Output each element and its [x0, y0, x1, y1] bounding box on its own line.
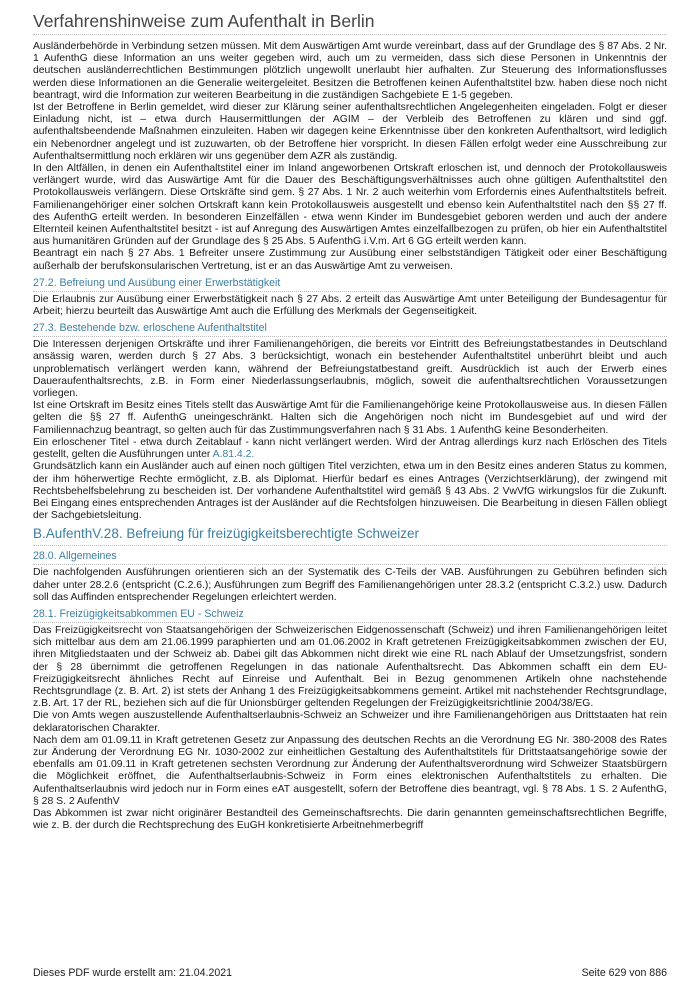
paragraph: Ausländerbehörde in Verbindung setzen müssen. Mit dem Auswärtigen Amt wurde vereinbart, dass auf der Grundlage des § 87 Abs. 2 Nr. 1 AufenthG diese Information an uns weiter gegeben wird, auch um zu vermeiden, dass sich diese Personen in Unkenntnis der deutschen ausländerrechtlichen Bestimmungen plötzlich ungewollt unerlaubt hier aufhalten. Zur Steuerung des Informationsflusses werden diese Informationen an die Generalie weitergeleitet. Besitzen die Betroffenen keinen Aufenthaltstitel bzw. haben diese noch nicht beantragt, wird die Information zur weiteren Bearbeitung in die zuständigen Sachgebiete E 1-5 gegeben. [33, 41, 667, 101]
paragraph: Ist der Betroffene in Berlin gemeldet, wird dieser zur Klärung seiner aufenthaltsrechtlichen Angelegenheiten eingeladen. Folgt er dieser Einladung nicht, ist – etwa durch Hausermittlungen der AGIM – der Verbleib des Betroffenen zu klären und sind ggf. aufenthaltsbeendende Maßnahmen einzuleiten. Haben wir dagegen keine Erkenntnisse über den konkreten Aufenthaltsort, wird lediglich ein Nebenordner angelegt und ist zuzuwarten, ob der Betroffene hier vorspricht. In diesen Fällen erfolgt weder eine Ausschreibung zur Aufenthaltsermittlung noch erklären wir uns gegenüber dem AZR als zuständig. [33, 102, 667, 162]
document-page [33, 10, 667, 832]
paragraph: Nach dem am 01.09.11 in Kraft getretenen Gesetz zur Anpassung des deutschen Rechts an die Verordnung EG Nr. 380-2008 des Rates zur Änderung der Verordnung EG Nr. 1030-2002 zur einheitlichen Gestaltung des Aufenthaltstitels für Drittstaatsangehörige sowie der ebenfalls am 01.09.11 in Kraft getretenen sechsten Verordnung zur Änderung der Aufenthaltsverordnung wird Schweizer Staatsbürgern die Möglichkeit eröffnet, die Aufenthaltserlaubnis-Schweiz in Form eines elektronischen Aufenthaltstitels zu erhalten. Die Aufenthaltserlaubnis wird jedoch nur in Form eines eAT ausgestellt, sofern der Betroffene dies beantragt, vgl. § 78 Abs. 1 S. 2 AufenthG, § 28 S. 2 AufenthV [33, 734, 667, 807]
paragraph: Die nachfolgenden Ausführungen orientieren sich an der Systematik des C-Teils der VAB. Ausführungen zu Gebühren befinden sich daher unter 28.2.6 (entspricht (C.2.6.); Ausführungen zum Begriff des Familienangehörigen unter 28.3.2 (entspricht C.3.2.) usw. Dadurch soll das Auffinden entsprechender Regelungen erleichtert werden. [33, 567, 667, 603]
paragraph: Die Interessen derjenigen Ortskräfte und ihrer Familienangehörigen, die bereits vor Eintritt des Befreiungstatbestandes in Deutschland ansässig waren, werden durch § 27 Abs. 3 berücksichtigt, wonach ein bestehender Aufenthaltstitel unberührt bleibt und auch unproblematisch verlängert werden kann, während der Befreiungstatbestand greift. Ausdrücklich ist auch der Erwerb eines Daueraufenthaltsrechts, z.B. in Form einer Niederlassungserlaubnis, möglich, soweit die aufenthaltsrechtlichen Voraussetzungen vorliegen. [33, 339, 667, 400]
paragraph: Das Freizügigkeitsrecht von Staatsangehörigen der Schweizerischen Eidgenossenschaft (Schweiz) und ihren Familienangehörigen leitet sich mittelbar aus dem am 21.06.1999 paraphierten und am 01.06.2002 in Kraft getretenen Freizügigkeitsabkommen zwischen der EU, ihren Mitgliedstaaten und der Schweiz ab. Dabei gilt das Abkommen nicht direkt wie eine RL nach Ablauf der Umsetzungsfrist, sondern der § 28 übernimmt die getroffenen Regelungen in das nationale Aufenthaltsrecht. Das Abkommen schafft ein dem EU-Freizügigkeitsrecht ähnliches Recht auf Einreise und Aufenthalt. Bei in Bezug genommenen Artikeln ohne nachstehende Rechtsgrundlage (z. B. Art. 2) ist stets der Anhang 1 des Freizügigkeitsabkommens gemeint. Artikel mit nachstehender Rechtsgrundlage, z.B. Art. 17 der RL, beziehen sich auf die für Unionsbürger geltenden Regelungen der Freizügigkeitsrichtlinie 2004/38/EG. [33, 624, 667, 710]
paragraph: Das Abkommen ist zwar nicht originärer Bestandteil des Gemeinschaftsrechts. Die darin genannten gemeinschaftsrechtlichen Begriffe, wie z. B. der durch die Rechtsprechung des EuGH konkretisierte Arbeitnehmerbegriff [33, 807, 667, 832]
page-title: Verfahrenshinweise zum Aufenthalt in Berlin [33, 10, 667, 35]
footer-page-number: Seite 629 von 886 [581, 967, 667, 979]
paragraph: In den Altfällen, in denen ein Aufenthaltstitel einer im Inland angeworbenen Ortskraft erloschen ist, und dennoch der Protokollausweis verlängert wurde, wird das Auswärtige Amt für die Dauer des Beschäftigungsverhältnisses auch ohne gültigen Aufenthaltstitel den Protokollausweis verlängern. Diese Ortskräfte sind gem. § 27 Abs. 1 Nr. 2 auch weiterhin vom Erfordernis eines Aufenthaltstitels befreit. Familienangehöriger einer solchen Ortskraft kann kein Protokollausweis ausgestellt und ebenso kein Aufenthaltstitel nach den §§ 27 ff. des AufenthG erteilt werden. In besonderen Einzelfällen - etwa wenn Kinder im Bundesgebiet geboren werden und auch der andere Elternteil keinen Aufenthaltstitel besitzt - ist auf Anregung des Auswärtigen Amtes einzelfallbezogen zu prüfen, ob hier ein Aufenthaltstitel aus humanitären Gründen auf der Grundlage des § 25 Abs. 5 AufenthG i.V.m. Art 6 GG erteilt werden kann. [33, 163, 667, 248]
paragraph-with-link [33, 437, 667, 461]
section-heading-28-0: 28.0. Allgemeines [33, 550, 667, 565]
paragraph: Grundsätzlich kann ein Ausländer auch auf einen noch gültigen Titel verzichten, etwa um in den Besitz eines anderen Status zu kommen, der ihm höherwertige Rechte ermöglicht, z.B. als Diplomat. Hierfür bedarf es eines Antrages (Verzichtserklärung), der zwingend mit Rechtsbehelfsbelehrung zu bescheiden ist. Der vorhandene Aufenthaltstitel wird gemäß § 43 Abs. 2 VwVfG wirkungslos für die Zukunft. Bei Eingang eines entsprechenden Antrages ist der Ausländer auf die Rechtsfolgen hinzuweisen. Die Bearbeitung in diesen Fällen obliegt der Sachgebietsleitung. [33, 461, 667, 522]
section-heading-27-2: 27.2. Befreiung und Ausübung einer Erwerbstätigkeit [33, 277, 667, 292]
paragraph-text: Ein erloschener Titel - etwa durch Zeitablauf - kann nicht verlängert werden. Wird der Antrag allerdings kurz nach Erlöschen des Titels gestellt, gelten die Ausführungen unter [33, 436, 667, 461]
paragraph: Ist eine Ortskraft im Besitz eines Titels stellt das Auswärtige Amt für die Familienangehörige keine Protokollausweise aus. In diesen Fällen gelten die §§ 27 ff. AufenthG uneingeschränkt. Halten sich die Angehörigen noch nicht im Bundesgebiet auf und wird der Familiennachzug beantragt, so gelten auch für das Zustimmungsverfahren nach § 31 Abs. 1 AufenthG keine Besonderheiten. [33, 400, 667, 436]
paragraph: Die Erlaubnis zur Ausübung einer Erwerbstätigkeit nach § 27 Abs. 2 erteilt das Auswärtige Amt unter Beteiligung der Bundesagentur für Arbeit; hierzu beurteilt das Auswärtige Amt auch die Erfüllung des Merkmals der Gegenseitigkeit. [33, 293, 667, 318]
chapter-heading-b-28: B.AufenthV.28. Befreiung für freizügigkeitsberechtigte Schweizer [33, 526, 667, 546]
paragraph: Beantragt ein nach § 27 Abs. 1 Befreiter unsere Zustimmung zur Ausübung einer selbstständigen Tätigkeit oder einer Beschäftigung außerhalb der berufskonsularischen Vertretung, ist er an das Auswärtige Amt zu verweisen. [33, 248, 667, 272]
section-heading-28-1: 28.1. Freizügigkeitsabkommen EU - Schweiz [33, 608, 667, 623]
section-heading-27-3: 27.3. Bestehende bzw. erloschene Aufenthaltstitel [33, 322, 667, 337]
footer-created-date: Dieses PDF wurde erstellt am: 21.04.2021 [33, 967, 233, 979]
paragraph: Die von Amts wegen auszustellende Aufenthaltserlaubnis-Schweiz an Schweizer und ihre Familienangehörigen aus Drittstaaten hat rein deklaratorischen Charakter. [33, 710, 667, 734]
reference-link-a-81-4-2[interactable]: A.81.4.2. [212, 449, 255, 461]
